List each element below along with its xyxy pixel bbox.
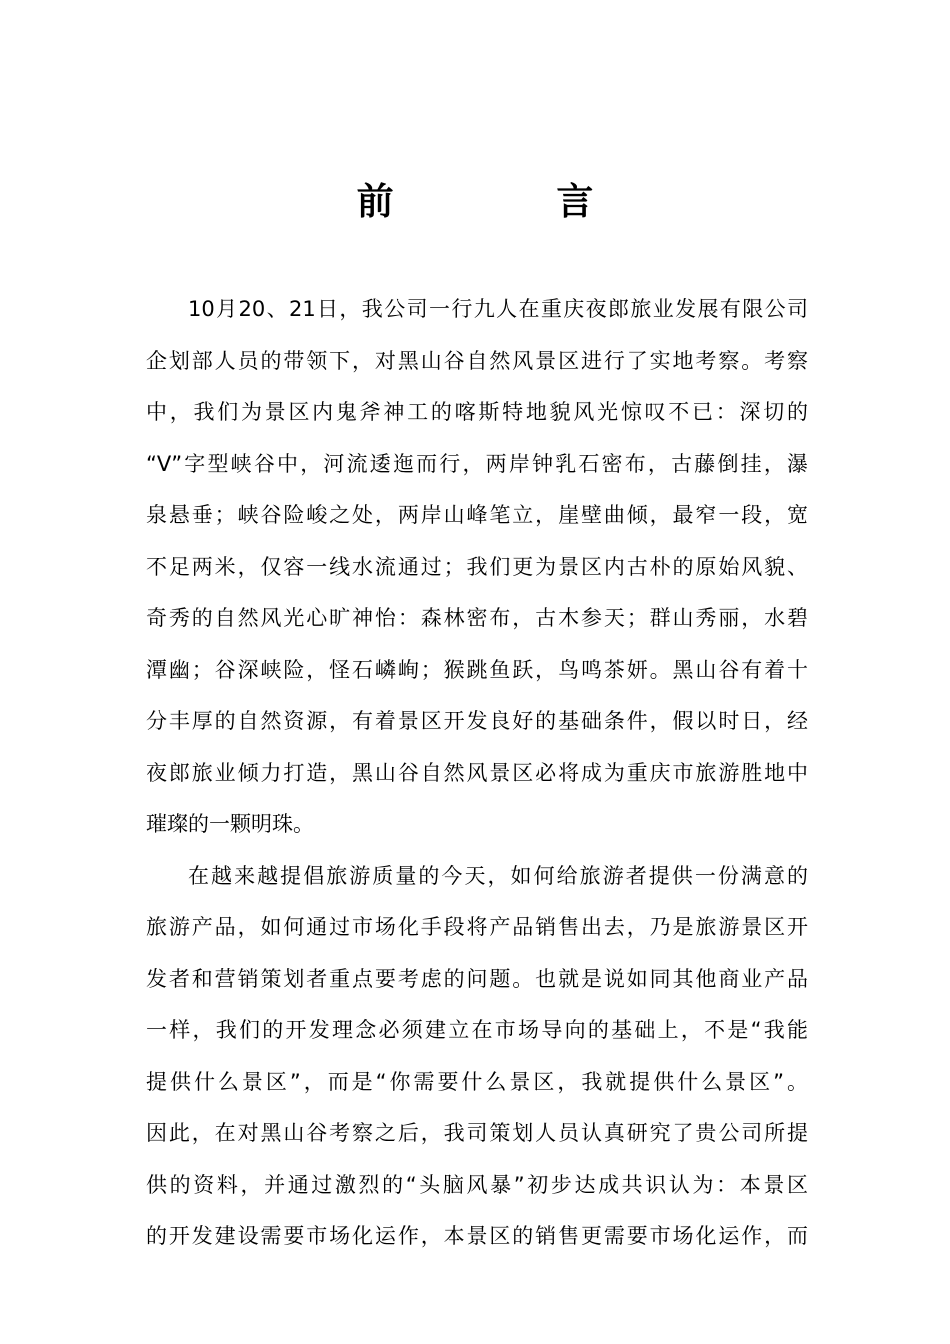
paragraph-1-line-8: 潭幽；谷深峡险，怪石嶙峋；猴跳鱼跃，鸟鸣茶妍。黑山谷有着十 <box>146 657 808 682</box>
paragraph-2-line-6: 因此，在对黑山谷考察之后，我司策划人员认真研究了贵公司所提 <box>146 1121 808 1145</box>
paragraph-1-line-1: 10月20、21日，我公司一行九人在重庆夜郎旅业发展有限公司 <box>188 297 808 321</box>
paragraph-1-line-10: 夜郎旅业倾力打造，黑山谷自然风景区必将成为重庆市旅游胜地中 <box>146 760 808 785</box>
paragraph-2-line-3: 发者和营销策划者重点要考虑的问题。也就是说如同其他商业产品 <box>146 966 808 991</box>
paragraph-1-line-3: 中，我们为景区内鬼斧神工的喀斯特地貌风光惊叹不已：深切的 <box>146 400 808 424</box>
paragraph-2-line-2: 旅游产品，如何通过市场化手段将产品销售出去，乃是旅游景区开 <box>146 915 808 939</box>
paragraph-1-line-9: 分丰厚的自然资源，有着景区开发良好的基础条件，假以时日，经 <box>146 709 808 733</box>
paragraph-1-line-7: 奇秀的自然风光心旷神怡：森林密布，古木参天；群山秀丽，水碧 <box>146 606 808 630</box>
paragraph-2-line-7: 供的资料，并通过激烈的“头脑风暴”初步达成共识认为：本景区 <box>146 1172 808 1197</box>
paragraph-1-line-6: 不足两米，仅容一线水流通过；我们更为景区内古朴的原始风貌、 <box>146 554 808 579</box>
paragraph-2-line-5: 提供什么景区”，而是“你需要什么景区，我就提供什么景区”。 <box>146 1069 808 1094</box>
paragraph-1-line-2: 企划部人员的带领下，对黑山谷自然风景区进行了实地考察。考察 <box>146 348 808 373</box>
page-title: 前 言 <box>356 180 657 223</box>
paragraph-2-line-1: 在越来越提倡旅游质量的今天，如何给旅游者提供一份满意的 <box>188 863 808 888</box>
paragraph-1-line-5: 泉悬垂；峡谷险峻之处，两岸山峰笔立，崖壁曲倾，最窄一段，宽 <box>146 503 808 527</box>
paragraph-2-line-8: 的开发建设需要市场化运作，本景区的销售更需要市场化运作，而 <box>146 1224 808 1248</box>
paragraph-1-line-4: “V”字型峡谷中，河流逶迤而行，两岸钟乳石密布，古藤倒挂，瀑 <box>146 451 808 476</box>
body-text <box>146 284 808 1263</box>
paragraph-1-line-11: 璀璨的一颗明珠。 <box>146 812 314 836</box>
paragraph-2-line-4: 一样，我们的开发理念必须建立在市场导向的基础上，不是“我能 <box>146 1018 808 1042</box>
